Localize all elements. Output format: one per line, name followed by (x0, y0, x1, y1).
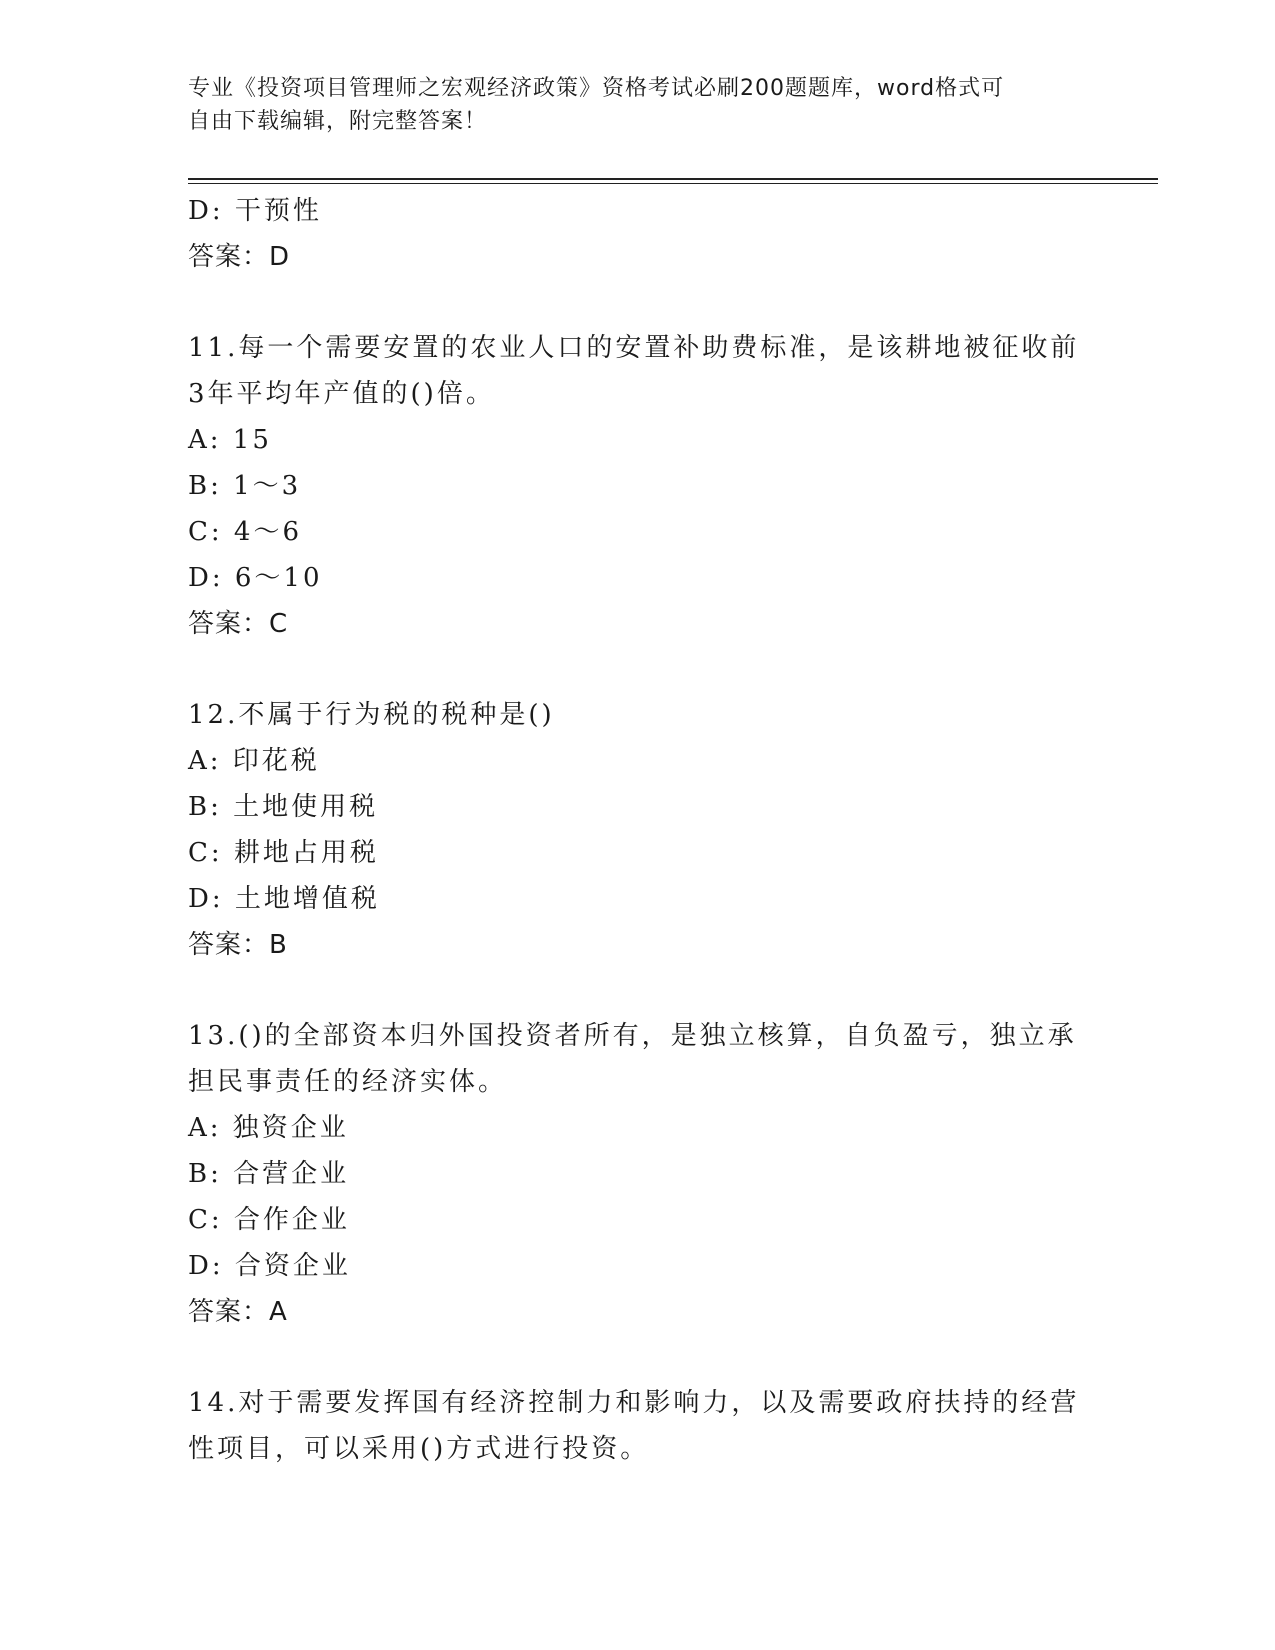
question-text: 担民事责任的经济实体。 (188, 1067, 508, 1097)
option-b: B: 1～3 (188, 471, 302, 501)
option-d: D: 土地增值税 (188, 884, 380, 914)
option-a: A: 印花税 (188, 746, 320, 776)
question-text: 14.对于需要发挥国有经济控制力和影响力，以及需要政府扶持的经营 (188, 1388, 1080, 1418)
question-block-14 (188, 1380, 1088, 1472)
option-b: B: 合营企业 (188, 1159, 350, 1189)
answer-line: 答案：C (188, 609, 289, 639)
option-d: D: 6～10 (188, 563, 323, 593)
question-block-13 (188, 1013, 1088, 1335)
answer-line: 答案：D (188, 242, 291, 272)
header-divider-thin (188, 183, 1158, 184)
question-text: 12.不属于行为税的税种是() (188, 700, 555, 730)
question-content (188, 188, 1088, 1472)
question-block-11 (188, 325, 1088, 647)
question-text: 性项目，可以采用()方式进行投资。 (188, 1434, 650, 1464)
question-block-12 (188, 692, 1088, 968)
option-d: D: 干预性 (188, 196, 322, 226)
question-text: 11.每一个需要安置的农业人口的安置补助费标准，是该耕地被征收前 (188, 333, 1080, 363)
option-c: C: 4～6 (188, 517, 303, 547)
option-a: A: 独资企业 (188, 1113, 349, 1143)
option-a: A: 15 (188, 425, 272, 455)
document-header (188, 72, 1088, 138)
header-divider-thick (188, 178, 1158, 180)
option-b: B: 土地使用税 (188, 792, 379, 822)
option-c: C: 耕地占用税 (188, 838, 379, 868)
question-text: 3年平均年产值的()倍。 (188, 379, 495, 409)
question-text: 13.()的全部资本归外国投资者所有，是独立核算，自负盈亏，独立承 (188, 1021, 1077, 1051)
header-line-1: 专业《投资项目管理师之宏观经济政策》资格考试必刷200题题库，word格式可 (188, 76, 1005, 101)
option-c: C: 合作企业 (188, 1205, 350, 1235)
answer-line: 答案：B (188, 930, 288, 960)
option-d: D: 合资企业 (188, 1251, 351, 1281)
answer-line: 答案：A (188, 1297, 288, 1327)
header-line-2: 自由下载编辑，附完整答案！ (188, 109, 488, 134)
